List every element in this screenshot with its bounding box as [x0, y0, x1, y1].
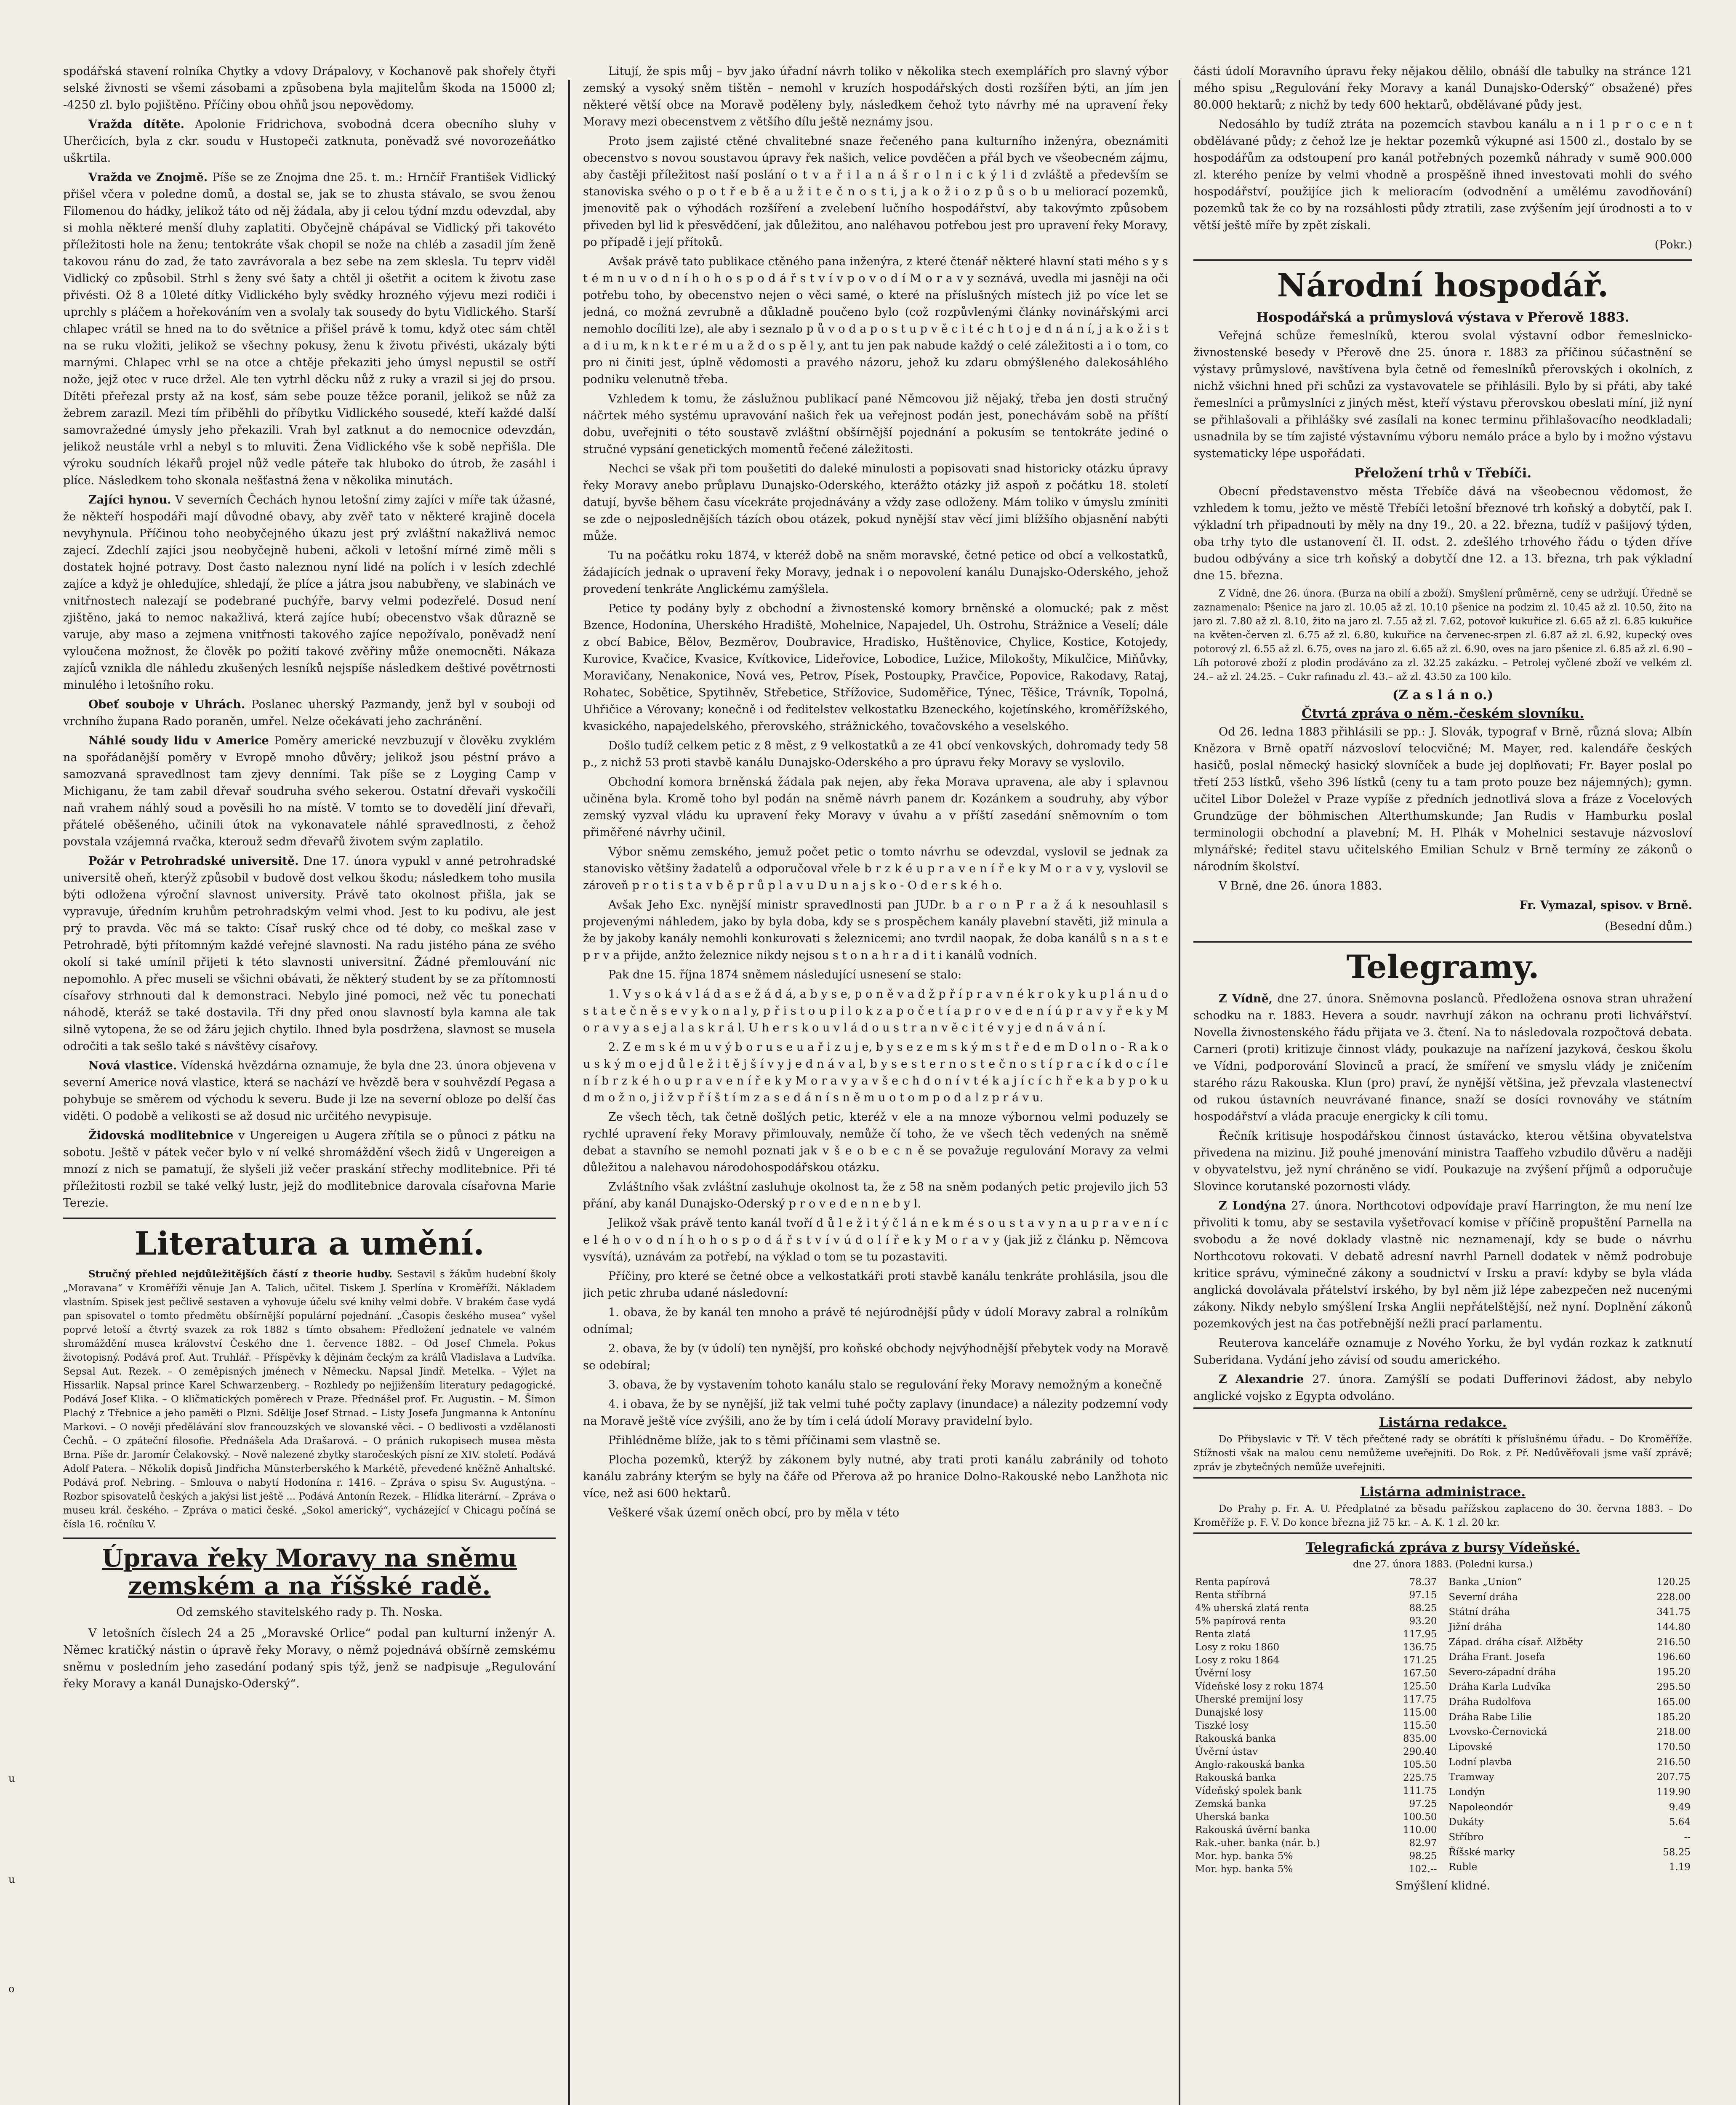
quote-value: 225.75 — [1403, 1772, 1437, 1783]
quote-name: Rak.-uher. banka (nár. b.) — [1195, 1838, 1320, 1849]
quote-name: 4% uherská zlatá renta — [1195, 1603, 1309, 1614]
quote-row — [1193, 1641, 1439, 1654]
quote-row — [1193, 1732, 1439, 1745]
quote-value: 78.37 — [1409, 1577, 1437, 1588]
news-item-text: Poměry americké nevzbuzují v člověku zvyklém na spořádanější poměry v Evropě mnoho důvěry; jelikož jsou péstní právo a samozvaná spravedlnost tam zjevy denními. Tak píše se z Loyging Camp v Michiganu, že tam zabil dřevař soudruha svého sekerou. Ostatní dřevaři vyskočili naň vrahem náhlý soud a pověsili ho na místě. V tomto se to dovedělí jiní dřevaři, přátelé oběšeného, učinili útok na vykonavatele náhlé spravedlnosti, z čehož povstala vzájemná rvačka, kterouž sedm dřevařů životem svým zaplatilo. — [63, 734, 556, 848]
trhy-text: Obecní představenstvo města Třebíče dává na všeobecnou vědomost, že vzhledem k tomu, ježto ve městě Třebíči letošní březnové trh koňský a dobytčí, pak I. výkladní trh připadnouti by měly na dny 19., 20. a 22. března, tudíž v pašijový týden, oba trhy tyto dle ustanovení čl. II. odst. 2. zdešlého trhového řádu o týden dříve budou odbývány a sice trh koňský a dobytčí dne 12. a 13. března, trh pak výkladní dne 15. března. — [1193, 485, 1692, 582]
quote-name: Lodní plavba — [1448, 1756, 1512, 1768]
telegram-head: Z Alexandrie — [1219, 1373, 1304, 1386]
quote-name: Uherská banka — [1195, 1812, 1270, 1823]
quote-name: Tramway — [1448, 1772, 1494, 1783]
quote-value: 218.00 — [1656, 1727, 1691, 1738]
literature-subheading: Stručný přehled nejdůležitějších částí z theorie hudby. — [88, 1268, 393, 1280]
slovnik-text: Od 26. ledna 1883 přihlásili se pp.: J. Slovák, typograf v Brně, různá slova; Albín Knězora v Brně opatří názvosloví telocvičné; M. Mayer, red. kalendáře českých hasičů, poslal německý hasický slovníček a bude jej doplňovati; Fr. Bayer poslal po třetí 253 lístků, všeho 396 lístků (ceny tu a tam proto pouze bez nájemných); gymn. učitel Libor Doležel v Praze vypíše z předních jednotlivá slova a fráze z Vocelových Grundzüge der böhmischen Alterthumskunde; Jan Rudis v Hamburku poslal terminologii obchodní a plavební; M. H. Plhák v Mohelnici sestavuje názvosloví mlynářské; ředitel stavu učitelského Emilian Schulz v Brně termíny ze zákonů o národním školství. — [1193, 725, 1692, 873]
telegram-head: Z Vídně, — [1219, 992, 1273, 1005]
column-rule — [568, 80, 570, 2105]
listarna-administrace-heading: Listárna administrace. — [1193, 1477, 1692, 1500]
quote-value: -- — [1684, 1831, 1691, 1843]
col1-intro: spodářská stavení rolníka Chytky a vdovy Drápalovy, v Kochanově pak shořely čtyři selské živnosti se všemi zásobami a způsobena byla majitelům škoda na 15000 zl; -4250 zl. bylo pojištěno. Příčiny obou ohňů jsou nepovědomy. — [63, 65, 556, 112]
quote-value: 170.50 — [1656, 1742, 1691, 1753]
news-item-text: Apolonie Fridrichova, svobodná dcera obecního sluhy v Uherčicích, byla z ckr. soudu v Hustopeči zatknuta, poněvadž své novorozeňátko uškrtila. — [63, 118, 556, 165]
col3-intro: části údolí Moravního úpravu řeky nějakou dělilo, obnáší dle tabulky na stránce 121 mého spisu „Regulování řeky Moravy a kanál Dunajsko-Oderský“ obsažené) přes 80.000 hektarů; z nichž by tedy 600 hektarů, obdělávané půdy jest. — [1193, 65, 1692, 112]
article-paragraph: Nechci se však při tom poušetiti do daleké minulosti a popisovati snad historicky otázku úpravy řeky Moravy anebo průplavu Dunajsko-Oderského, kterážto otázky již aspoň z počátku 18. století datují, byvše během času vícekráte projednávány a vždy zase odloženy. Mám toliko v úmyslu zmíniti se zde o nejposlednějších tázích obou otázek, pokud nynější stav věcí jimi blížšího objasnění nabýti může. — [583, 462, 1168, 543]
telegram-item — [1193, 1371, 1692, 1405]
uprava-byline: Od zemského stavitelského rady p. Th. Noska. — [176, 1606, 443, 1619]
quote-name: Londýn — [1448, 1786, 1485, 1798]
np-subheading: Hospodářská a průmyslová výstava v Přerově 1883. — [1256, 310, 1629, 325]
article-paragraph: Jelikož však právě tento kanál tvoří d ů l e ž i t ý č l á n e k m é s o u s t a v y n a u p r a v e n í c e l é h o v o d n í h o h o s p o d á ř s t v í v ú d o l í ř e k y M o r a v y (jak již z článku p. Němcova vysvítá), uznávám za potřebí, na výklad o tom se tu pozastaviti. — [583, 1217, 1168, 1263]
telegram-text: dne 27. února. Sněmovna poslanců. Předložena osnova stran uhražení schodku na r. 1883. Hevera a soudr. navrhují zákon na ochranu proti lichvářství. Novella živnostenského řádu přijata ve 3. čtení. Na to následovala rozpočtová debata. Carneri (proti) kritizuje činnost vlády, poukazuje na nařízení jazyková, českou školu ve Vídni, podporování Slovinců a prací, že smíření ve smyslu vlády je zničením starého rázu Rakouska. Klun (pro) praví, že nynější většina, jež převzala vlastenectví od rukou ústavních neuvrávané finance, snaží se dosíci rovnováhy ve státním hospodářství a vláda pracuje energicky k cíli tomu. — [1193, 992, 1692, 1123]
listarna-redakce-heading: Listárna redakce. — [1193, 1407, 1692, 1431]
burza-table-left — [1193, 1576, 1439, 1876]
news-item-text: v Ungereigen u Augera zřítila se o půnoci z pátku na sobotu. Ještě v pátek večer bylo v ní velké shromáždění všech židů v Ungereigen a mnozí z nich se pamatují, že slyšeli již večer praskání střechy modlitebnice. Při té příležitosti rozbil se také velký lustr, jejž do modlitebnice darovala císařovna Marie Terezie. — [63, 1129, 556, 1210]
quote-name: Západ. dráha císař. Alžběty — [1448, 1636, 1583, 1648]
quote-row — [1447, 1726, 1693, 1741]
quote-name: Mor. hyp. banka 5% — [1195, 1864, 1293, 1875]
article-paragraph: Zvláštního však zvláštní zasluhuje okolnost ta, že z 58 na sněm podaných petic projevilo jich 53 přání, aby kanál Dunajsko-Oderský p r o v e d e n n e b y l. — [583, 1180, 1168, 1210]
news-item-text: Poslanec uherský Pazmandy, jenž byl v souboji od vrchního župana Rado poraněn, umřel. Nelze očekávati jeho zachránění. — [63, 698, 556, 728]
quote-name: Úvěrní losy — [1195, 1668, 1251, 1679]
quote-row — [1447, 1711, 1693, 1726]
article-paragraph: 2. obava, že by (v údolí) ten nynější, pro koňské obchody nejvýhodnější přebytek vody na Moravě se odebíral; — [583, 1342, 1168, 1372]
quote-row — [1193, 1706, 1439, 1719]
quote-value: 835.00 — [1403, 1733, 1437, 1744]
quote-value: 102.-- — [1409, 1864, 1437, 1875]
quote-name: 5% papírová renta — [1195, 1616, 1286, 1627]
listarna-redakce-text: Do Přibyslavic v Tř. V těch přečtené rady se obrátíti k příslušnému úřadu. – Do Kroměříže. Stížnosti však na malou cenu nemůžeme uveřejniti. Do Rok. z Př. Nedůvěřovali jsme vaší zprávě; zpráv je zbytečných nemůže uveřejniti. — [1193, 1434, 1692, 1473]
article-paragraph: Vzhledem k tomu, že záslužnou publikací pané Němcovou již nějaký, třeba jen dosti stručný náčrtek mého systému upravování našich řek ua veřejnost podán jest, ponechávám sobě na příští dobu, uveřejniti o této soustavě zvláštní obšírnější pojednání a pokusím se tentokráte jediné o stručné vypsání genetických momentů řečené záležitosti. — [583, 392, 1168, 456]
news-item-text: Píše se ze Znojma dne 25. t. m.: Hrnčíř František Vidlický přišel včera v poledne domů, a dostal se, jak se to zhusta stávalo, se svou ženou Filomenou do hádky, jelikož táto od něj žádala, aby ji celou týdní mzdu odevzdal, aby si mohla některé menší dluhy zaplatiti. Obyčejně chápával se Vidlický při takovéto příležitosti hole na ženu; tentokráte však chopil se nože na chléb a zasadil jím ženě takovou ránu do zad, že tato zavrávorala a bez sebe na zem sklesla. Tu teprv viděl Vidlický co způsobil. Strhl s ženy své šaty a chtěl ji ošetřit a ocitem k životu zase přivésti. Ož 8 a 10leté dítky Vidlického byly svědky hrozného výjevu mezi rodiči i uprchly s pláčem a hořekováním ven a svolaly tak sousedy do bytu Vidlického. Starší chlapec vrátil se hned na to do světnice a přišel právě k tomu, když otec sám chtěl na se ruku vložiti, jelikož se všechny pokusy, ženu k životu přivésti, ukázaly býti marnými. Chlapec vrhl se na otce a chtěje překaziti jeho úmysl nepustil se ostří nože, jejž otec v ruce držel. Ale ten vytrhl děcku nůž z ruky a vrazil si jej do prsou. Dítěti přeřezal prsty až na kosť, sám sebe pouze těžce poranil, jelikož se nůž za žebrem zarazil. Mezi tím přiběhli do příbytku Vidlického sousedé, kteří každé další samovražedné úmysly jeho překazili. Vrah byl zatknut a do nemocnice odevzdán, jelikož neustále vrhl a nebyl s to mluviti. Žena Vidlického vše k sobě nepřišla. Dle výroku soudních lékařů projel nůž vedle páteře tak hluboko do útrob, že zasáhl i plíce. Následkem toho skonala nešťastná žena v několika minutách. — [63, 171, 556, 487]
listarna-administrace-text: Do Prahy p. Fr. A. U. Předplatné za běsadu pařížskou zaplaceno do 30. června 1883. – Do Kroměříže p. F. V. Do konce března již 75 kr. – A. K. 1 zl. 20 kr. — [1193, 1503, 1692, 1528]
telegram-head: Z Londýna — [1219, 1199, 1286, 1212]
quote-row — [1193, 1759, 1439, 1772]
quote-value: 167.50 — [1403, 1668, 1437, 1679]
column-3 — [1193, 63, 1692, 2105]
quote-row — [1447, 1681, 1693, 1696]
quote-name: Lipovské — [1448, 1742, 1493, 1753]
burza-table-right — [1447, 1576, 1693, 1876]
quote-row — [1447, 1786, 1693, 1801]
quote-value: 110.00 — [1403, 1825, 1437, 1836]
quote-row — [1193, 1785, 1439, 1798]
article-paragraph: Došlo tudíž celkem petic z 8 měst, z 9 velkostatků a ze 41 obcí venkovských, dohromady tedy 58 p., z nichž 53 proti stavbě kanálu Dunajsko-Oderského a pro úpravu řeky Moravy se vyslovilo. — [583, 739, 1168, 769]
quote-value: 117.95 — [1403, 1629, 1437, 1640]
column-2 — [583, 63, 1168, 2105]
quote-value: 5.64 — [1669, 1817, 1691, 1828]
quote-name: Zemská banka — [1195, 1799, 1267, 1809]
uprava-heading: Úprava řeky Moravy na sněmu zemském a na říšské radě. — [63, 1537, 556, 1600]
quote-row — [1193, 1628, 1439, 1641]
quote-value: 185.20 — [1656, 1711, 1691, 1723]
article-paragraph: 3. obava, že by vystavením tohoto kanálu stalo se regulování řeky Moravy nemožným a konečně — [608, 1378, 1162, 1391]
quote-row — [1193, 1719, 1439, 1732]
quote-row — [1447, 1741, 1693, 1756]
quote-name: Renta stříbrná — [1195, 1590, 1267, 1601]
quote-row — [1193, 1811, 1439, 1824]
article-paragraph: Příčiny, pro které se četné obce a velkostatkáři proti stavbě kanálu tenkráte prohlásila, jsou dle jich petic zhruba udané následovní: — [583, 1270, 1168, 1300]
news-item-head: Nová vlastice. — [88, 1059, 177, 1072]
quote-row — [1193, 1615, 1439, 1628]
quote-row — [1193, 1863, 1439, 1876]
news-item-head: Náhlé soudy lidu v Americe — [88, 734, 269, 747]
article-paragraph: Pak dne 15. října 1874 sněmem následující usnesení se stalo: — [608, 968, 962, 981]
gutter-mark: o — [8, 1983, 15, 1995]
quote-row — [1193, 1667, 1439, 1680]
news-item — [63, 733, 556, 850]
quote-value: 97.25 — [1409, 1799, 1437, 1809]
article-paragraph: Avšak právě tato publikace ctěného pana inženýra, z které čtenář některé hlavní stati mého s y s t é m n u v o d n í h o h o s p o d á ř s t v í v p o v o d í M o r a v y seznává, uvedla mi jasněji na oči potřebu toho, by obecenstvo nejen o věci samé, o které na příslušných místech již po více let se jedná, co možná zevrubně a důkladně poučeno bylo (což rozpůvlenými články novinářskými arci nemohlo docíliti lze), ale aby i seznalo p ů v o d a p o s t u p v ě c i t é c h t o j e d n á n í, j a k o ž i s t a d i u m, k n k t e r é m u a ž d o s p ě l y, ant tu jen pak nabude každý o celé záležitosti a i o tom, co pro ni činiti jest, úplně vědomosti a pravého názoru, jehož ku zdaru obmýšleného dalekosáhlého podniku velenutně třeba. — [583, 255, 1168, 386]
quote-value: 97.15 — [1409, 1590, 1437, 1601]
quote-value: 228.00 — [1656, 1591, 1691, 1603]
quote-name: Lvovsko-Černovická — [1448, 1727, 1547, 1738]
news-item — [63, 696, 556, 730]
quote-name: Renta zlatá — [1195, 1629, 1251, 1640]
quote-value: 105.50 — [1403, 1759, 1437, 1770]
news-item-head: Židovská modlitebnice — [88, 1129, 234, 1142]
quote-value: 98.25 — [1409, 1851, 1437, 1862]
quote-value: 115.00 — [1403, 1707, 1437, 1718]
quote-name: Rakouská banka — [1195, 1772, 1276, 1783]
quote-name: Losy z roku 1864 — [1195, 1655, 1280, 1666]
article-paragraph: 1. V y s o k á v l á d a s e ž á d á, a b y s e, p o n ě v a d ž p ř í p r a v n é k r o k y k u p l á n u d o s t a t e č n ě s e v y k o n a l y, p ř i s t o u p i l o k z a p o č e t í a p r o v e d e n í ú p r a v y ř e k y M o r a v y a s e j a l a s k r á l. U h e r s k o u v l á d o u s t r a n v ě c i t é v y j e d n á v á n í. — [583, 988, 1168, 1034]
uprava-text: V letošních číslech 24 a 25 „Moravské Orlice“ podal pan kulturní inženýr A. Němec kratičký nástin o úpravě řeky Moravy, o němž pojednává obšírně zemskému sněmu v posledním jeho zasedání podaný spis týž, jenž se nadpisuje „Regulování řeky Moravy a kanál Dunajsko-Oderský“. — [63, 1627, 556, 1690]
news-item — [63, 1127, 556, 1212]
col3-intro2: Nedosáhlo by tudíž ztráta na pozemcích stavbou kanálu a n i 1 p r o c e n t obdělávané půdy; z čehož lze je hektar pozemků výkupné asi 1500 zl., dostalo by se hospodářům za odstoupení pro kanál potřebných pozemků náhrady v sumě 900.000 zl. kterého peníze by velmi vhodně a prospěšně ihned investovati mohli do svého hospodářství, použijíce jich k melioracím (odvodnění a umělému zavodňování) pozemků tak že co by na rozsáhlosti půdy ztratili, zase zvýšením její úrodnosti a to v větší ještě míře by zpět získali. — [1193, 118, 1692, 232]
quote-value: 119.90 — [1656, 1786, 1691, 1798]
zaslano-label: (Z a s l á n o.) — [1392, 687, 1494, 703]
quote-value: 290.40 — [1403, 1746, 1437, 1757]
quote-name: Uherské premijní losy — [1195, 1694, 1303, 1705]
news-item-head: Požár v Petrohradské universitě. — [88, 855, 299, 868]
quote-row — [1447, 1696, 1693, 1711]
article-paragraph: Výbor sněmu zemského, jemuž počet petic o tomto návrhu se odevzdal, vyslovil se jednak za stanovisko většiny žadatelů a odporučoval vřele b r z k é u p r a v e n í ř e k y M o r a v y, vyslovil se zároveň p r o t i s t a v b ě p r ů p l a v u D u n a j s k o - O d e r s k é h o. — [583, 845, 1168, 892]
quote-name: Ruble — [1448, 1862, 1478, 1873]
quote-name: Jižní dráha — [1448, 1621, 1502, 1633]
news-item-head: Vražda dítěte. — [88, 118, 185, 131]
quote-row — [1447, 1816, 1693, 1831]
article-paragraph: Obchodní komora brněnská žádala pak nejen, aby řeka Morava upravena, ale aby i splavnou učiněna byla. Kromě toho byl podán na sněmě návrh panem dr. Kozánkem a soudruhy, aby výbor zemský vyzval vládu ku upravení řeky Moravy v úvahu a v příští zasedání sněmovním o tom přiměřené návrhy učinil. — [583, 775, 1168, 839]
news-item-head: Vražda ve Znojmě. — [88, 171, 208, 184]
quote-name: Mor. hyp. banka 5% — [1195, 1851, 1293, 1862]
quote-row — [1447, 1666, 1693, 1681]
quote-name: Úvěrní ústav — [1195, 1746, 1258, 1757]
article-paragraph: Litují, že spis můj – byv jako úřadní návrh toliko v několika stech exemplářích pro slavný výbor zemský a vysoký sněm tištěn – nemohl v kruzích hospodářských dosti rozšířen býti, an jím jen některé větší obce na Moravě poděleny byly, následkem čehož tyto návrhy mé na upravení řeky Moravy mezi obecenstvem z většího dílu ještě neznámy jsou. — [583, 65, 1168, 128]
literature-heading: Literatura a umění. — [63, 1218, 556, 1263]
quote-value: 115.50 — [1403, 1720, 1437, 1731]
news-item — [63, 169, 556, 489]
quote-row — [1193, 1772, 1439, 1785]
quote-name: Dráha Karla Ludvíka — [1448, 1681, 1551, 1693]
quote-name: Dunajské losy — [1195, 1707, 1263, 1718]
news-item-text: Vídenská hvězdárna oznamuje, že byla dne 23. února objevena v severní Americe nová vlastice, která se nachází ve hvězdě bera v souhvězdí Pegasa a pohybuje se směrem od východu k severu. Bude ji lze na severní obloze po delší čas viděti. O podobě a velikosti se až dosud nic určitého nevypisuje. — [63, 1059, 556, 1123]
telegram-text: Reuterova kanceláře oznamuje z Nového Yorku, že byl vydán rozkaz k zatknutí Suberidana. Vydání jeho závisí od soudu amerického. — [1193, 1337, 1692, 1367]
quote-name: Tiszké losy — [1195, 1720, 1249, 1731]
telegram-text: Řečník kritisuje hospodářskou činnost ústavácko, kterou většina obyvatelstva přivedena na mizinu. Již pouhé jmenování ministra Taaffeho vzbudilo důvěru a naději v obyvatelstvu, jež nyní chráněno se vidí. Poukazuje na zvýšení příjmů a odporučuje Slovince korutanské pozornosti vlády. — [1193, 1130, 1692, 1193]
quote-row — [1193, 1654, 1439, 1667]
slovnik-place: V Brně, dne 26. února 1883. — [1219, 879, 1382, 893]
burza-footer: Smýšlení klidné. — [1395, 1879, 1491, 1892]
quote-name: Napoleondór — [1448, 1801, 1513, 1813]
quote-row — [1447, 1771, 1693, 1786]
quote-value: 120.25 — [1656, 1577, 1691, 1588]
article-paragraph: Ze všech těch, tak četně došlých petic, kteréž v ele a na mnoze výbornou velmi poduzely se rychlé upravení řeky Moravy přimlouvaly, nemůže čí toho, že ve všech těch vedených na sněmě debat a stavního se nemohl poznati jak v š e o b e c n ě se považuje regulování Moravy za velmi důležitou a nalehavou národohospodářskou otázku. — [583, 1111, 1168, 1174]
quote-value: 295.50 — [1656, 1681, 1691, 1693]
quote-row — [1447, 1831, 1693, 1846]
quote-name: Vídeňské losy z roku 1874 — [1195, 1681, 1324, 1692]
quote-value: 144.80 — [1656, 1621, 1691, 1633]
news-item — [63, 1058, 556, 1125]
quote-value: 88.25 — [1409, 1603, 1437, 1614]
article-paragraph: Přihlédněme blíže, jak to s těmi příčinami sem vlastně se. — [608, 1434, 941, 1447]
quote-row — [1447, 1576, 1693, 1591]
quote-value: 58.25 — [1663, 1847, 1691, 1858]
quote-value: 196.60 — [1656, 1652, 1691, 1663]
quote-row — [1193, 1680, 1439, 1693]
quote-name: Severo-západní dráha — [1448, 1666, 1556, 1678]
news-item — [63, 853, 556, 1055]
burza-date: dne 27. února 1883. (Poledni kursa.) — [1353, 1559, 1533, 1570]
telegram-item — [1193, 1198, 1692, 1332]
quote-row — [1447, 1861, 1693, 1876]
quote-row — [1193, 1693, 1439, 1706]
telegrams-heading: Telegramy. — [1193, 941, 1692, 986]
news-item — [63, 492, 556, 694]
quote-row — [1447, 1651, 1693, 1666]
quote-row — [1193, 1602, 1439, 1615]
quote-name: Rakouská banka — [1195, 1733, 1276, 1744]
quote-row — [1193, 1837, 1439, 1850]
quote-row — [1193, 1576, 1439, 1589]
news-item-text: V severních Čechách hynou letošní zimy zajíci v míře tak úžasné, že někteří hospodáři mají důvodné obavy, aby zvěř tato v některé krajině docela nevyhynula. Příčinou toho neobyčejného úkazu jest prý zvláštní nakažlivá nemoc zajecí. Zdechlí zajíci jsou neobyčejně hubeni, ačkoli v letošní mírné zimě měli s dostatek hojné potravy. Dost často naleznou nyní lidé na polích i v lesích zdechlé zajíce a když je ohledujíce, shledají, že plíce a játra jsou nabubřeny, ve slabinách ve vnitřnostech nalezají se podebrané puchýře, barvy velmi podezřelé. Dosud není zjištěno, jaká to nemoc nakažlivá, která zajíce hubí; obecenstvo však důrazně se varuje, aby maso a zejmena vnitřnosti takového zajíce nepožívalo, poněvadž není vyloučena možnost, že člověk po požití takové zvěřiny může onemocněti. Nákaza zajíců vznikla dle náhledu zkušených lesníků nejspíše následkem deštivé povětrnosti minulého i letošního roku. — [63, 493, 556, 692]
quote-value: 1.19 — [1669, 1862, 1691, 1873]
quote-name: Renta papírová — [1195, 1577, 1270, 1588]
quote-value: 111.75 — [1403, 1785, 1437, 1796]
quote-name: Anglo-rakouská banka — [1195, 1759, 1305, 1770]
article-paragraph: Petice ty podány byly z obchodní a živnostenské komory brněnské a olomucké; pak z měst Bzence, Hodonína, Uherského Hradiště, Mohelnice, Napajedel, Uh. Ostrohu, Strážnice a Veselí; dále z obcí Babice, Bělov, Bezměrov, Doubravice, Hradisko, Huštěnovice, Chylice, Kostice, Kotojedy, Kurovice, Kvačice, Kvasice, Kvítkovice, Lideřovice, Lobodice, Lužice, Milokošty, Mikulčice, Miňůvky, Moravičany, Nenakonice, Nová ves, Petrov, Písek, Postoupky, Pravčice, Popovice, Rakodavy, Rataj, Rohatec, Sobětice, Spytihněv, Střebetice, Střížovice, Sudoměřice, Týnec, Těšice, Trávník, Topolná, Uhřičice a Vérovany; konečně i od ředitelstev velkostatku Bzeneckého, kojetínského, kroměřížského, kvasického, napajedelského, přerovského, strážnického, tovačovského a veselského. — [583, 602, 1168, 733]
column-rule — [1179, 80, 1180, 2105]
quote-value: 136.75 — [1403, 1642, 1437, 1653]
telegram-item — [1193, 1335, 1692, 1369]
quote-value: 207.75 — [1656, 1772, 1691, 1783]
telegram-text: 27. února. Northcotovi odpovídaje praví Harrington, že mu není lze přivoliti k tomu, aby se sestavila vyšetřovací komise v příčině propuštění Parnella na svobodu a že nové doklady vlastně nic neznamenají, kdy se bude o návrhu Northcotovu rokovati. V debatě adresní navrhl Parnell dodatek v němž podrobuje kritice správu, výminečné zákony a soudnictví v Irsku a praví: kdyby se byla vláda anglická dovolávala přátelství irského, by byl něm již lépe zabezpečen než nucenými zákony. Nikdy nebylo smýšlení Irska Anglii nepřátelštější, než nyní. Doplnění zákonů pozemkových jest na čas potřebnější nežli prací parlamentu. — [1193, 1199, 1692, 1330]
quote-value: 195.20 — [1656, 1666, 1691, 1678]
newspaper-page — [8, 63, 1692, 2105]
np-heading: Národní hospodář. — [1193, 259, 1692, 305]
quote-row — [1447, 1846, 1693, 1861]
quote-value: 93.20 — [1409, 1616, 1437, 1627]
quote-value: 100.50 — [1403, 1812, 1437, 1823]
literature-item — [63, 1267, 556, 1532]
news-item-text: Dne 17. února vypukl v anné petrohradské universitě oheň, kterýž způsobil v budově dost velkou škodu; následkem toho musila býti odložena výroční slavnost university. Právě tato okolnost přišla, jak se vypravuje, úředním kruhům petrohradským velmi vhod. Jest to ku podivu, ale jest prý to pravda. Věc má se takto: Císař ruský chce od té doby, co meškal zase v Petrohradě, býti přítomným každé veřejné slavnosti. Na radu jistého pána ze svého okolí si také umínil přijeti k této slavnosti universitní. Žádné přemlouvání nic nepomohlo. A přec museli se všichni obávati, že některý student by se za přítomnosti císařovy strhnouti dal k demonstraci. Nebylo jiné pomoci, než věc tu ponechati náhodě, kteráž se také dostavila. Tři dny před onou slavností byla kamna ale tak silně vytopena, že se od žáru jejich chytilo. Ihned byla posdržena, slavnost se musela odročiti a tak sešlo také s návštěvy císařovy. — [63, 855, 556, 1053]
article-paragraph: Tu na počátku roku 1874, v kteréž době na sněm moravské, četné petice od obcí a velkostatků, žádajících jednak o upravení řeky Moravy, jednak i o nepovolení kanálu Dunajsko-Oderského, jehož provedení tenkráte Anglickému zamýšlela. — [583, 549, 1168, 596]
quote-value: 125.50 — [1403, 1681, 1437, 1692]
news-item-head: Zajíci hynou. — [88, 493, 171, 506]
news-item-head: Obeť souboje v Uhrách. — [88, 698, 245, 711]
quote-name: Stříbro — [1448, 1831, 1484, 1843]
article-paragraph: Avšak Jeho Exc. nynější ministr spravedlnosti pan JUDr. b a r o n P r a ž á k nesouhlasil s projevenými náhledem, jako by byla doba, kdy se s prospěchem kanály plavební stavěti, již minula a že by jakoby kanály nemohli konkurovati s železnicemi; ano tvrdil naopak, že doba kanálů s n a s t e p r v a přijde, anžto železnice nikdy nejsou s t o n a h r a d i t i kanálů vodních. — [583, 898, 1168, 962]
quote-row — [1193, 1850, 1439, 1863]
literature-section — [63, 1267, 556, 1532]
literature-text: Sestavil s žákům hudební školy „Moravana“ v Kroměříži věnuje Jan A. Talich, učitel. Tiskem J. Sperlína v Kroměříži. Nákladem vlastním. Spisek jest pečlivě sestaven a vyhovuje účelu své knihy velmi dobře. V brakém čase vydá pan spisovatel o tomto předmětu obšírnější populární pojednání. „Časopis českého musea“ vyšel poprvé letoší a čtvrtý svazek za rok 1882 s tímto obsahem: Předložení jednatele ve valném shromáždění musea království Českého dne 1. července 1882. – Od Josef Chmela. Pokus životopisný. Podává prof. Aut. Truhlář. – Příspěvky k dějinám čeckým za králů Vladislava a Ludvíka. Sepsal Aut. Rezek. – O zeměpisných jménech v Německu. Napsal Jindř. Metelka. – Výlet na Hissarlik. Napsal prince Karel Schwarzenberg. – Rozhledy po nejjiženším literatury pedagogické. Podává Josef Klika. – O kličmatických poměrech v Praze. Přednášel prof. Fr. Augustin. – M. Šimon Plachý z Třebnice a jeho paměti o Plzni. Sdělije Josef Strnad. – Listy Josefa Jungmanna k Antonínu Markovi. – O nověji předělávání slov francouzských ve slovanské věci. – O bedlivosti a vzdělanosti Čechů. – O zpáteční filosofie. Přednášela Ada Drašarová. – O pránich rukopisech musea města Brna. Píše dr. Jaromír Čelakovský. – Nově nalezené zbytky staročeských písní ze XIV. století. Podává Adolf Patera. – Několik dopisů Jindřicha Münsterberského k Markétě, převedené kněžně Anhaltské. Podává prof. Nebring. – Smlouva o nabytí Hodonína r. 1416. – Zpráva o spisu Sv. Augustýna. – Rozbor spisovatelů českých a jakýsi list ještě ... Podává Antonín Rezek. – Hlídka literární. – Zpráva o museu král. českého. – Zpráva o matici české. „Sokol americký“, vycházející v Chicagu počíná se čísla 16. ročníku V. — [63, 1269, 556, 1530]
quote-row — [1193, 1798, 1439, 1811]
telegram-item — [1193, 991, 1692, 1125]
quote-value: 171.25 — [1403, 1655, 1437, 1666]
slovnik-signature-note: (Besední dům.) — [1605, 920, 1692, 933]
article-paragraph: 1. obava, že by kanál ten mnoho a právě té nejúrodnější půdy v údolí Moravy zabral a rolníkům odnímal; — [583, 1306, 1168, 1336]
quote-value: 341.75 — [1656, 1607, 1691, 1618]
quote-name: Losy z roku 1860 — [1195, 1642, 1280, 1653]
quote-name: Severní dráha — [1448, 1591, 1518, 1603]
quote-name: Dráha Frant. Josefa — [1448, 1652, 1545, 1663]
article-paragraph: Proto jsem zajisté ctěné chvalitebné snaze řečeného pana kulturního inženýra, obeznámiti obecenstvo s novou soustavou úpravy řek našich, velice povděčen a přál bych ve všeobecném zájmu, aby častěji příležitost naší poslání o t v a ř i l a n á š r o l n i c k ý l i d zvláště a především se stanoviska svého o p o t ř e b ě a u ž i t e č n o s t i, j a k o ž i o z p ů s o b u meliorací pozemků, jmenovitě pak o výhodách rozšíření a zvelebení lučního hospodářství, aby takovýmto způsobem přiveden byl lid k přesvědčení, jak důležitou, ano naléhavou potřebou jest pro upravení řeky Moravy, po případě i její přítoků. — [583, 135, 1168, 249]
telegram-text: 27. února. Zamýšlí se podati Dufferinovi žádost, aby nebylo anglické vojsko z Egypta odvoláno. — [1193, 1373, 1692, 1403]
article-paragraph: 4. i obava, že by se nynější, již tak velmi tuhé počty zaplavy (inundace) a nálezity podzemní vody na Moravě ještě více zvýšili, ano že by tím i celá údolí Moravy pravidelní bylo. — [583, 1398, 1168, 1428]
quote-value: 216.50 — [1656, 1636, 1691, 1648]
np-text: Veřejná schůze řemeslníků, kterou svolal výstavní odbor řemeslnicko-živnostenské besedy v Přerově dne 25. února r. 1883 za příčinou súčastnění se výstavy průmyslové, navštívena byla četně od řemeslníků přerovských i okolních, z nichž všichni hned při schůzi za vystavovatele se přihlásili. Bylo by si přáti, aby také řemeslníci a průmyslníci z jiných měst, kteří výstavu přerovskou obeslati míní, již nyní se přihlašovali a přihlášky své zasílali na konec terminu přihlašovacího neodkladali; usnadnila by se tím zajisté výstavnímu výboru nemálo práce a bylo by i možno výstavu systematicky lépe uspořádati. — [1193, 329, 1692, 460]
quote-name: Říšské marky — [1448, 1847, 1515, 1858]
trhy-heading: Přeložení trhů v Třebíči. — [1354, 466, 1532, 481]
quote-value: 9.49 — [1669, 1801, 1691, 1813]
quote-row — [1447, 1636, 1693, 1651]
vienna-market-text: Z Vídně, dne 26. února. (Burza na obilí a zboží). Smyšlení průměrně, ceny se udržují. Úředně se zaznamenalo: Pšenice na jaro zl. 10.05 až zl. 10.10 pšenice na podzim zl. 10.45 až zl. 10.50, žito na jaro zl. 7.80 až zl. 8.10, žito na jaro zl. 7.55 až zl. 7.62, potovoř kukuřice zl. 6.65 až zl. 6.85 kukuřice na květen-červen zl. 6.75 až zl. 6.80, kukuřice na červenec-srpen zl. 6.87 až zl. 6.92, kupecký oves potorový zl. 6.55 až zl. 6.75, oves na jaro zl. 6.65 až zl. 6.90, oves na jaro pšenice zl. 6.85 až zl. 6.90 – Líh potorové zboží z plodin prodáváno za zl. 32.25 zakázku. – Petrolej vyčlené zboží ve velkém zl. 24.– až zl. 24.25. – Cukr rafinadu zl. 43.– až zl. 43.50 za 100 kilo. — [1193, 588, 1692, 682]
quote-value: 216.50 — [1656, 1756, 1691, 1768]
quote-row — [1193, 1589, 1439, 1602]
quote-name: Státní dráha — [1448, 1607, 1510, 1618]
news-item — [63, 116, 556, 167]
quote-name: Dráha Rudolfova — [1448, 1697, 1531, 1708]
article-paragraph: Veškeré však území oněch obcí, pro by měla v této — [608, 1506, 900, 1519]
quote-name: Dukáty — [1448, 1817, 1484, 1828]
gutter-mark: u — [8, 1873, 15, 1885]
quote-row — [1193, 1745, 1439, 1759]
quote-name: Dráha Rabe Lilie — [1448, 1711, 1532, 1723]
quote-row — [1447, 1756, 1693, 1771]
slovnik-signature: Fr. Vymazal, spisov. v Brně. — [1519, 899, 1692, 912]
column-1 — [63, 63, 556, 2105]
quote-name: Banka „Union“ — [1448, 1577, 1522, 1588]
quote-name: Vídeňský spolek bank — [1195, 1785, 1302, 1796]
gutter-mark: u — [8, 1772, 15, 1784]
quote-value: 117.75 — [1403, 1694, 1437, 1705]
continuation-note: (Pokr.) — [1654, 238, 1692, 251]
article-paragraph: 2. Z e m s k é m u v ý b o r u s e u a ř i z u j e, b y s e z e m s k ý m s t ř e d e m D o l n o - R a k o u s k ý m o e j d ů l e ž i t ě j š í v y j e d n á v a l, b y s e s t e r n o s t e č n o s t í p r a c í k d o c í l e n í b r z k é h o u p r a v e n í ř e k y M o r a v y a v š e c h d o n í v t é k a j í c í c h ř e k a b y p o k u d m o ž n o, j i ž v p ř í š t í m z a s e d á n í s n ě m u o t o m p o d a l z p r á v u. — [583, 1041, 1168, 1104]
quote-value: 82.97 — [1409, 1838, 1437, 1849]
burza-heading: Telegrafická zpráva z bursy Vídeňské. — [1193, 1532, 1692, 1556]
slovnik-heading: Čtvrtá zpráva o něm.-českém slovníku. — [1301, 706, 1584, 721]
quote-row — [1447, 1621, 1693, 1636]
article-paragraph: Plocha pozemků, kterýž by zákonem byly nutné, aby trati proti kanálu zabránily od tohoto kanálu zabrány kterým se byly na čáře od Přerova až po hranice Dolno-Rakouské nebo Lanžhota nic více, než asi 600 hektarů. — [583, 1453, 1168, 1500]
quote-row — [1447, 1606, 1693, 1621]
burza-table — [1193, 1576, 1692, 1876]
quote-value: 165.00 — [1656, 1697, 1691, 1708]
quote-name: Rakouská úvěrní banka — [1195, 1825, 1310, 1836]
quote-row — [1447, 1801, 1693, 1816]
quote-row — [1447, 1591, 1693, 1606]
telegram-item — [1193, 1128, 1692, 1195]
quote-row — [1193, 1824, 1439, 1837]
